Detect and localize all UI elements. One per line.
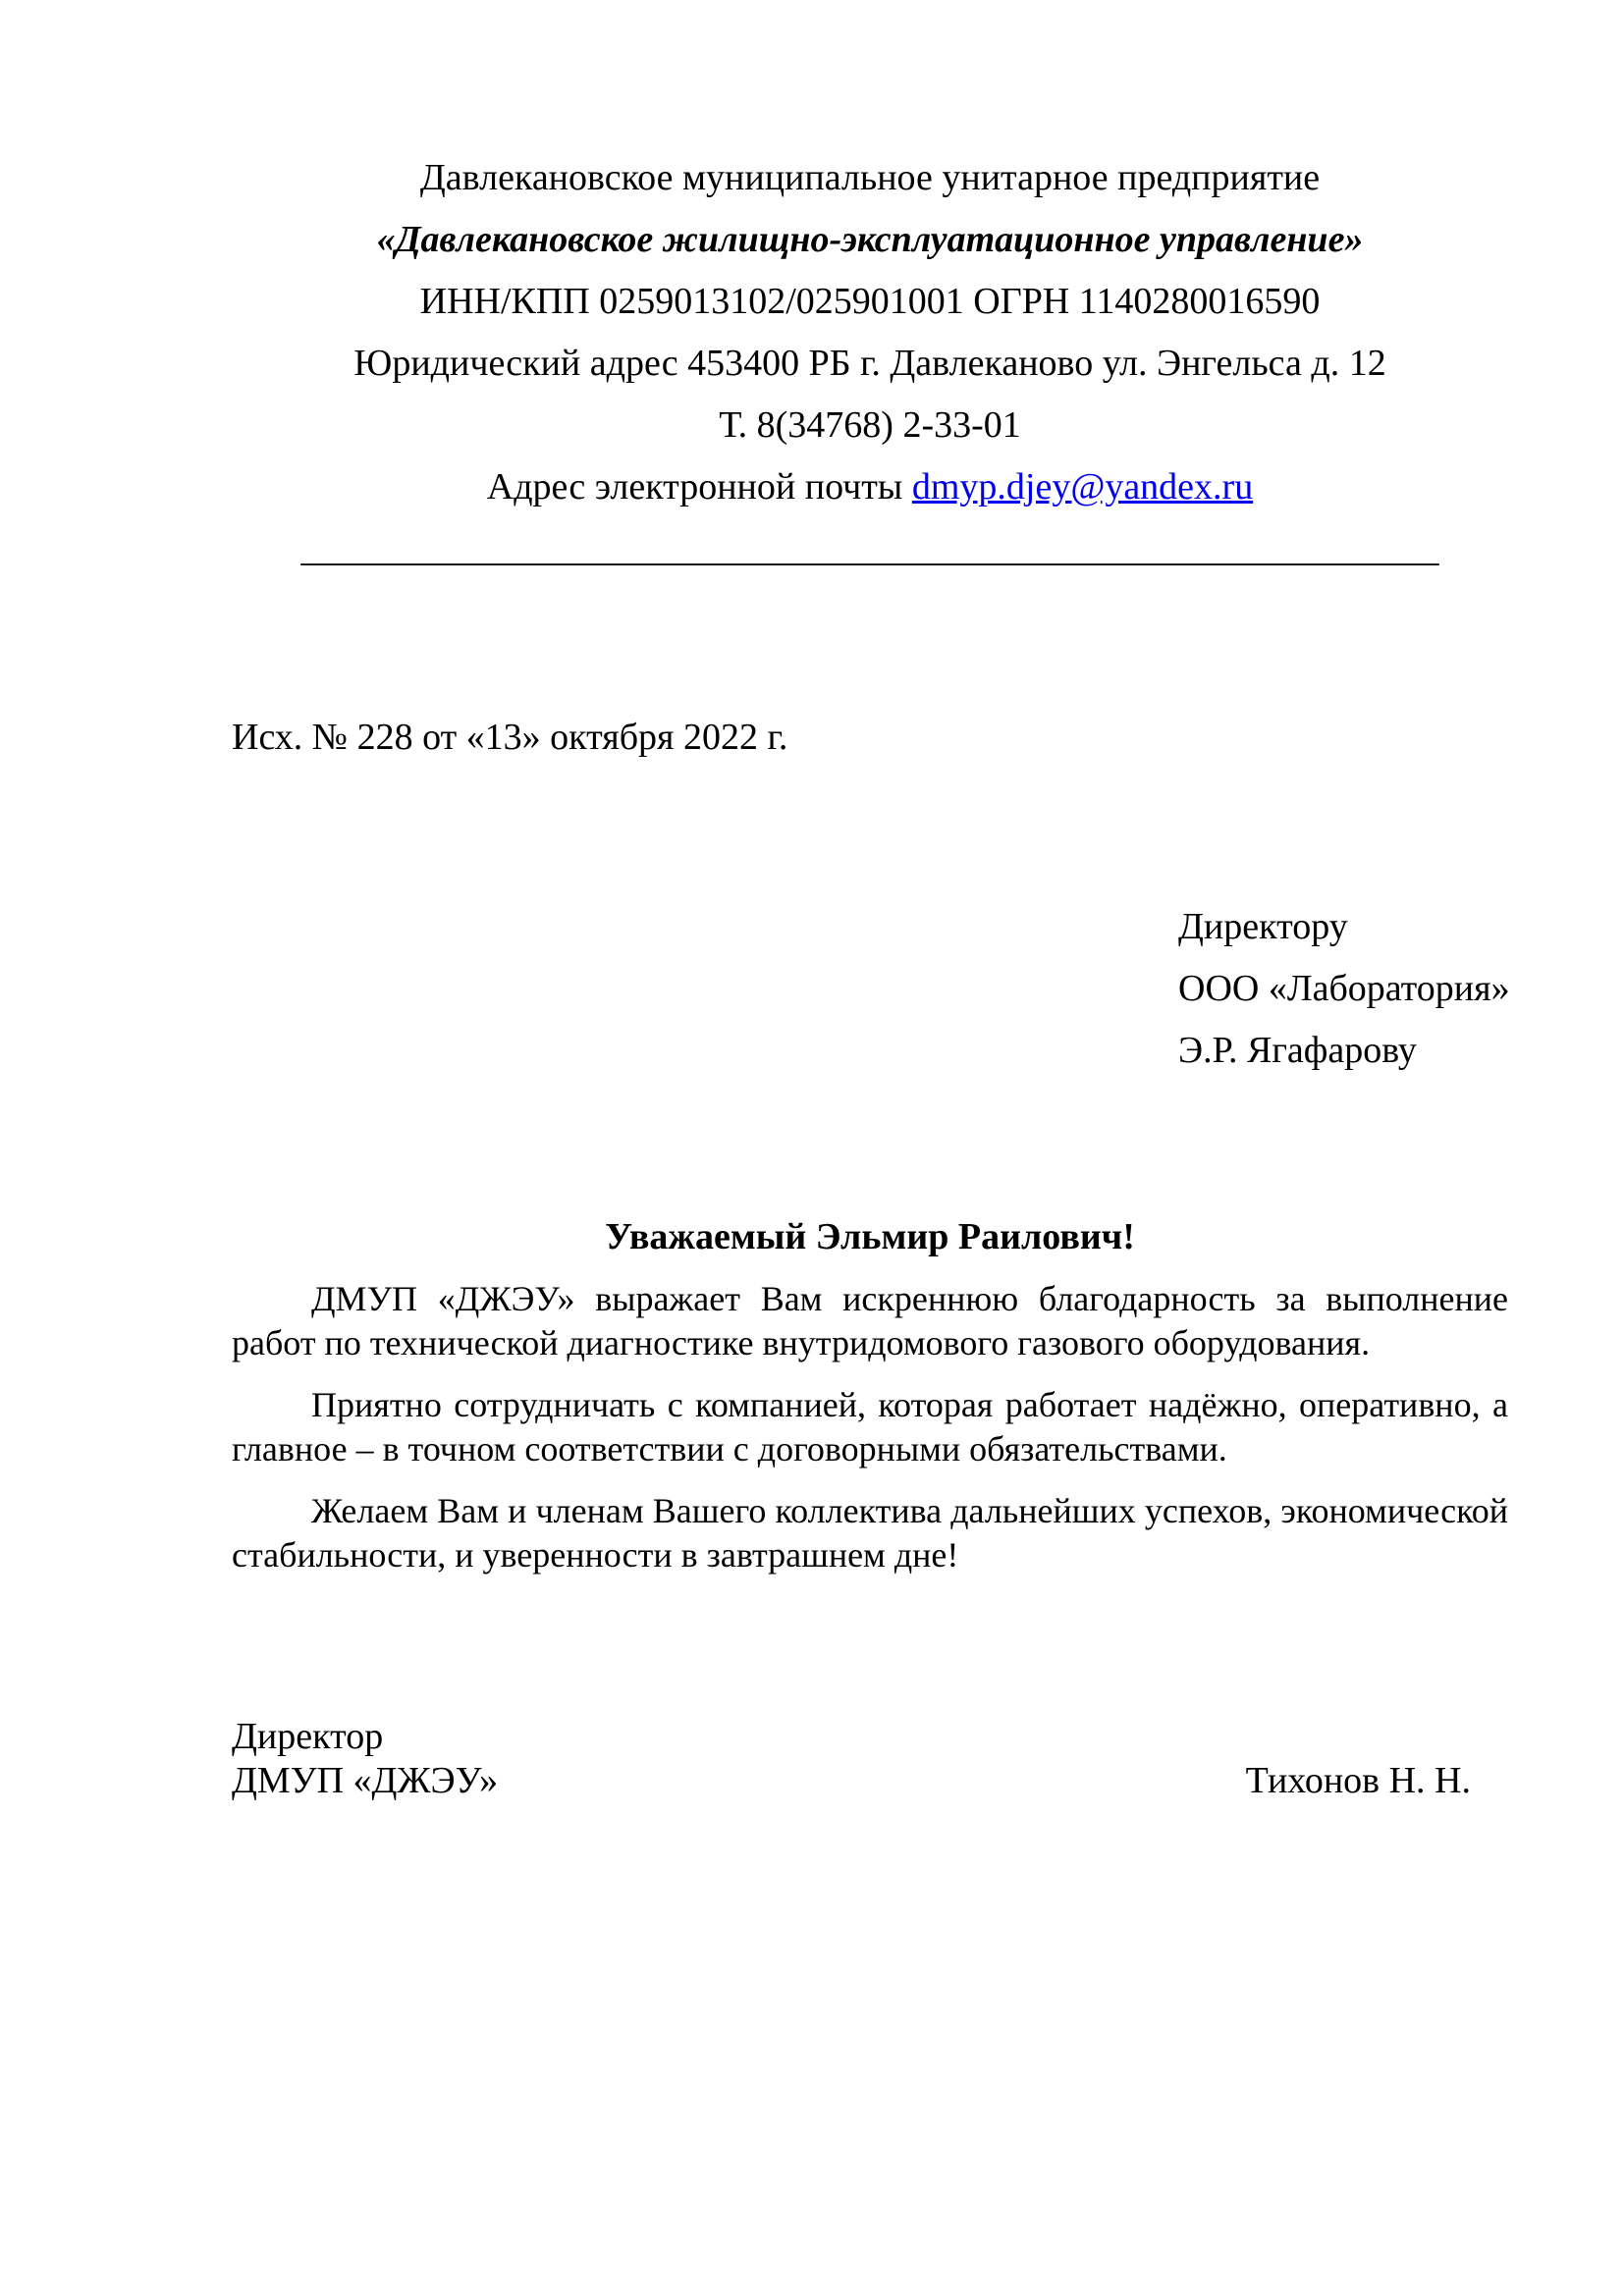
legal-address-line: Юридический адрес 453400 РБ г. Давлеканово ул. Энгельса д. 12	[353, 343, 1386, 384]
signature-position-line2: ДМУП «ДЖЭУ»	[232, 1760, 499, 1801]
signature-block	[232, 1715, 1508, 1803]
email-link[interactable]: dmyp.djey@yandex.ru	[911, 466, 1254, 507]
recipient-title: Директору	[1178, 906, 1348, 947]
outgoing-number-line: Исх. № 228 от «13» октября 2022 г.	[232, 717, 788, 758]
signature-position-line1: Директор	[232, 1716, 384, 1757]
org-name-line: «Давлекановское жилищно-эксплуатационное управление»	[376, 219, 1364, 260]
salutation-heading: Уважаемый Эльмир Раилович!	[605, 1216, 1135, 1257]
org-type-line: Давлекановское муниципальное унитарное предприятие	[419, 157, 1321, 198]
header-separator-rule: _____________________________________________________________	[300, 528, 1439, 569]
email-line	[232, 456, 1508, 518]
letterhead	[232, 147, 1508, 580]
email-label: Адрес электронной почты	[486, 466, 912, 507]
signature-name: Тихонов Н. Н.	[1245, 1760, 1471, 1801]
phone-line: Т. 8(34768) 2-33-01	[719, 404, 1021, 446]
signature-row	[232, 1759, 1508, 1803]
recipient-company: ООО «Лаборатория»	[1178, 968, 1510, 1009]
recipient-person: Э.Р. Ягафарову	[1178, 1030, 1417, 1071]
letter-paragraph-2: Приятно сотрудничать с компанией, которая работает надёжно, оперативно, а главное – в точном соответствии с договорными обязательствами.	[232, 1385, 1508, 1468]
recipient-block	[1178, 896, 1508, 1082]
inn-kpp-ogrn-line: ИНН/КПП 0259013102/025901001 ОГРН 1140280016590	[419, 281, 1321, 322]
letter-paragraph-3: Желаем Вам и членам Вашего коллектива дальнейших успехов, экономической стабильности, и уверенности в завтрашнем дне!	[232, 1491, 1508, 1575]
letter-body	[232, 1277, 1508, 1577]
letter-paragraph-1: ДМУП «ДЖЭУ» выражает Вам искреннюю благодарность за выполнение работ по технической диагностике внутридомового газового оборудования.	[232, 1279, 1508, 1362]
